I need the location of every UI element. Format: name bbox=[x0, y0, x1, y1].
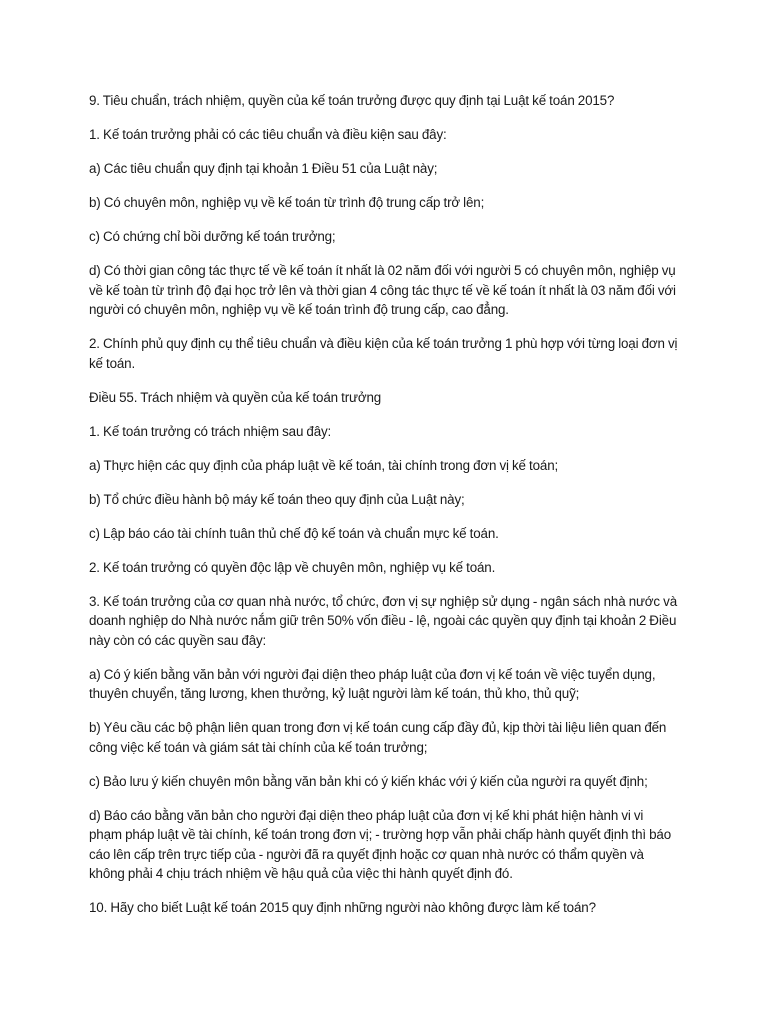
question-9-heading: 9. Tiêu chuẩn, trách nhiệm, quyền của kế toán trưởng được quy định tại Luật kế toán 2015? bbox=[89, 93, 615, 108]
list-item-right-c: c) Bảo lưu ý kiến chuyên môn bằng văn bản khi có ý kiến khác với ý kiến của người ra quyết định; bbox=[89, 773, 648, 789]
list-item-criteria-c: c) Có chứng chỉ bồi dưỡng kế toán trưởng; bbox=[89, 229, 336, 244]
paragraph-independence: 2. Kế toán trưởng có quyền độc lập về chuyên môn, nghiệp vụ kế toán. bbox=[89, 559, 496, 575]
list-item-responsibility-a: a) Thực hiện các quy định của pháp luật về kế toán, tài chính trong đơn vị kế toán; bbox=[89, 457, 559, 473]
list-item-criteria-a: a) Các tiêu chuẩn quy định tại khoản 1 Điều 51 của Luật này; bbox=[89, 161, 438, 176]
document-body bbox=[89, 91, 679, 932]
paragraph-government-regulation: 2. Chính phủ quy định cụ thể tiêu chuẩn và điều kiện của kế toán trưởng 1 phù hợp với từng loại đơn vị kế toán. bbox=[89, 336, 678, 371]
article-55-heading: Điều 55. Trách nhiệm và quyền của kế toán trưởng bbox=[89, 389, 382, 405]
list-item-right-a: a) Có ý kiến bằng văn bản với người đại diện theo pháp luật của đơn vị kế toán về việc tuyển dụng, thuyên chuyển, tăng lương, khen thưởng, kỷ luật người làm kế toán, thủ kho, thủ quỹ; bbox=[89, 666, 656, 701]
paragraph-state-agency-rights: 3. Kế toán trưởng của cơ quan nhà nước, tổ chức, đơn vị sự nghiệp sử dụng - ngân sách nhà nước và doanh nghiệp do Nhà nước nắm giữ trên 50% vốn điều - lệ, ngoài các quyền quy định tại khoản 2 Điều này còn có các quyền sau đây: bbox=[89, 593, 677, 648]
list-item-criteria-b: b) Có chuyên môn, nghiệp vụ về kế toán từ trình độ trung cấp trở lên; bbox=[89, 195, 485, 210]
list-item-criteria-d: d) Có thời gian công tác thực tế về kế toán ít nhất là 02 năm đối với người 5 có chuyên môn, nghiệp vụ về kế toàn từ trình độ đại học trở lên và thời gian 4 công tác thực tế về kế toán ít nhất là 03 năm đối với người có chuyên môn, nghiệp vụ về kế toán trình độ trung cấp, cao đẳng. bbox=[89, 263, 676, 317]
list-item-responsibility-c: c) Lập báo cáo tài chính tuân thủ chế độ kế toán và chuẩn mực kế toán. bbox=[89, 525, 499, 541]
paragraph-responsibilities: 1. Kế toán trưởng có trách nhiệm sau đây: bbox=[89, 423, 332, 439]
list-item-right-d: d) Báo cáo bằng văn bản cho người đại diện theo pháp luật của đơn vị kế khi phát hiện hành vi vi phạm pháp luật về tài chính, kế toán trong đơn vị; - trường hợp vẫn phải chấp hành quyết định thì báo cáo lên cấp trên trực tiếp của - người đã ra quyết định hoặc cơ quan nhà nước có thẩm quyền và không phải 4 chịu trách nhiệm về hậu quả của việc thi hành quyết định đó. bbox=[89, 807, 671, 881]
list-item-responsibility-b: b) Tổ chức điều hành bộ máy kế toán theo quy định của Luật này; bbox=[89, 491, 465, 507]
list-item-right-b: b) Yêu cầu các bộ phận liên quan trong đơn vị kế toán cung cấp đầy đủ, kịp thời tài liệu liên quan đến công việc kế toán và giám sát tài chính của kế toán trưởng; bbox=[89, 720, 667, 755]
paragraph-chief-accountant-criteria: 1. Kế toán trưởng phải có các tiêu chuẩn và điều kiện sau đây: bbox=[89, 127, 447, 142]
question-10-heading: 10. Hãy cho biết Luật kế toán 2015 quy định những người nào không được làm kế toán? bbox=[89, 900, 596, 915]
